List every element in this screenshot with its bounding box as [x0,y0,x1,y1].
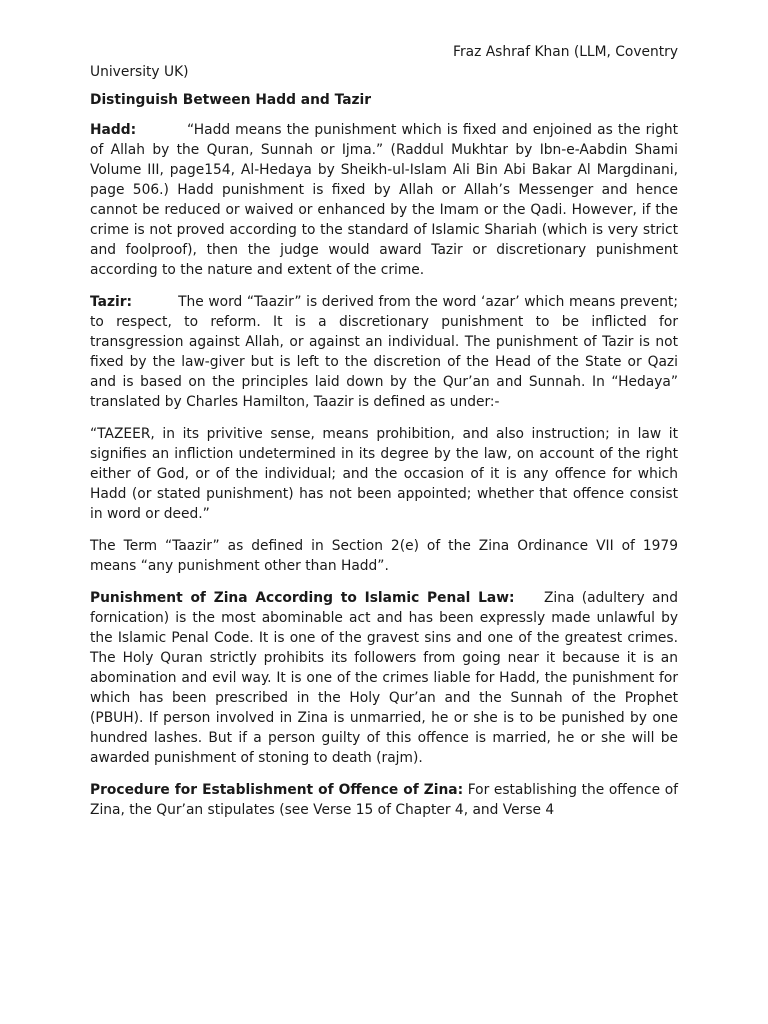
hadd-paragraph [90,120,678,280]
procedure-paragraph [90,780,678,820]
tazir-term: Tazir: [90,294,133,310]
hadd-term: Hadd: [90,122,137,138]
author-affiliation: University UK) [90,64,189,80]
author-line: Fraz Ashraf Khan (LLM, Coventry [453,44,678,60]
zina-text: Zina (adultery and fornication) is the most abominable act and has been expressly made unlawful by the Islamic Penal Code. It is one of the gravest sins and one of the greatest crimes. The Holy Quran strictly prohibits its followers from going near it because it is an abomination and evil way. It is one of the crimes liable for Hadd, the punishment for which has been prescribed in the Holy Qur’an and the Sunnah of the Prophet (PBUH). If person involved in Zina is unmarried, he or she is to be punished by one hundred lashes. But if a person guilty of this offence is married, he or she will be awarded punishment of stoning to death (rajm). [90,590,678,766]
procedure-text: For establishing the offence of Zina, the Qur’an stipulates (see Verse 15 of Chapter 4, and Verse 4 [90,782,678,818]
document-content [90,42,678,832]
procedure-heading: Procedure for Establishment of Offence of Zina: [90,782,464,798]
hedaya-quote: “TAZEER, in its privitive sense, means prohibition, and also instruction; in law it signifies an infliction undetermined in its degree by the law, on account of the right either of God, or of the individual; and the occasion of it is any offence for which Hadd (or stated punishment) has not been appointed; whether that offence consist in word or deed.” [90,426,678,522]
tazir-paragraph [90,292,678,412]
zina-heading: Punishment of Zina According to Islamic Penal Law: [90,590,515,606]
zina-paragraph [90,588,678,768]
tazir-text: The word “Taazir” is derived from the word ‘azar’ which means prevent; to respect, to reform. It is a discretionary punishment to be inflicted for transgression against Allah, or against an individual. The punishment of Tazir is not fixed by the law-giver but is left to the discretion of the Head of the State or Qazi and is based on the principles laid down by the Qur’an and Sunnah. In “Hedaya” translated by Charles Hamilton, Taazir is defined as under:- [90,294,678,410]
hadd-text: “Hadd means the punishment which is fixed and enjoined as the right of Allah by the Quran, Sunnah or Ijma.” (Raddul Mukhtar by Ibn-e-Aabdin Shami Volume III, page154, Al-Hedaya by Sheikh-ul-Islam Ali Bin Abi Bakar Al Margdinani, page 506.) Hadd punishment is fixed by Allah or Allah’s Messenger and hence cannot be reduced or waived or enhanced by the Imam or the Qadi. However, if the crime is not proved according to the standard of Islamic Shariah (which is very strict and foolproof), then the judge would award Tazir or discretionary punishment according to the nature and extent of the crime. [90,122,678,278]
term-definition: The Term “Taazir” as defined in Section 2(e) of the Zina Ordinance VII of 1979 means “any punishment other than Hadd”. [90,538,678,574]
document-title: Distinguish Between Hadd and Tazir [90,92,372,108]
